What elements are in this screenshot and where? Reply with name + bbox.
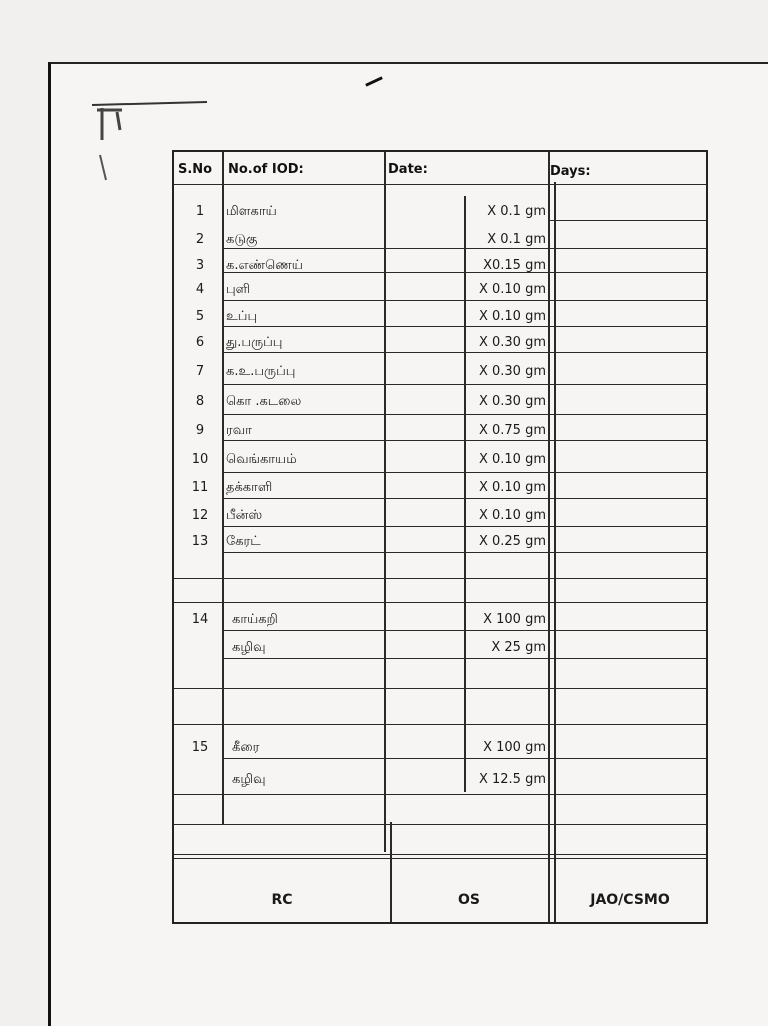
row-item: கீரை [232,740,260,755]
row-line [174,824,706,825]
row-item: க.எண்ணெய் [226,258,303,273]
row-sno: 4 [195,282,205,297]
row-sno: 15 [191,740,209,755]
row-item: மிளகாய் [226,204,277,219]
row-sno: 6 [195,335,205,350]
row-item: கடுகு [226,232,258,247]
row-item: தக்காளி [226,480,273,495]
row-quantity: X 0.1 gm [487,204,546,219]
row-quantity: X 100 gm [483,612,546,627]
row-sno: 11 [191,480,209,495]
row-item: வெங்காயம் [226,452,297,467]
row-line [222,552,706,553]
row-sno: 9 [195,423,205,438]
row-quantity: X 0.75 gm [478,423,546,438]
row-line [548,220,706,221]
row-item: புளி [226,282,251,297]
row-sno: 1 [195,204,205,219]
row-line [174,858,706,859]
footer-jao-csmo: JAO/CSMO [590,892,670,908]
row-item: காய்கறி [232,612,278,627]
header-days: Days: [550,164,591,179]
row-quantity: X 0.10 gm [478,282,546,297]
row-line [222,248,706,249]
row-line [222,352,706,353]
row-line [174,724,706,725]
row-line [174,688,706,689]
row-sno: 8 [195,394,205,409]
row-line [222,630,706,631]
row-quantity: X 25 gm [491,640,546,655]
row-sno: 5 [195,309,205,324]
row-line [222,300,706,301]
row-quantity: X 0.1 gm [487,232,546,247]
row-item: ரவா [226,423,252,438]
header-sno: S.No [178,162,213,177]
row-item: கொ .கடலை [226,394,302,409]
row-item: கழிவு [232,772,266,787]
header-date: Date: [388,162,428,177]
row-sno: 7 [195,364,205,379]
row-line [222,326,706,327]
row-quantity: X 0.30 gm [478,394,546,409]
ration-scale-form [172,150,708,924]
row-quantity: X 0.10 gm [478,480,546,495]
row-quantity: X 12.5 gm [478,772,546,787]
row-item: கேரட் [226,534,261,549]
row-quantity: X 100 gm [483,740,546,755]
row-item: உப்பு [226,309,258,324]
col-divider [384,152,386,852]
row-line [222,526,706,527]
row-item: க.உ.பருப்பு [226,364,296,379]
row-item: பீன்ஸ் [226,508,263,523]
row-quantity: X 0.30 gm [478,364,546,379]
row-item: கழிவு [232,640,266,655]
row-sno: 2 [195,232,205,247]
row-sno: 12 [191,508,209,523]
row-line [222,758,706,759]
row-line [222,498,706,499]
row-line [174,602,706,603]
row-sno: 10 [191,452,209,467]
row-line [174,578,706,579]
footer-os: OS [458,892,480,908]
row-line [174,184,706,185]
row-line [222,414,706,415]
col-divider [548,152,550,922]
row-sno: 3 [195,258,205,273]
row-quantity: X 0.10 gm [478,452,546,467]
header-no-of-iod: No.of IOD: [228,162,304,177]
row-sno: 14 [191,612,209,627]
row-line [222,472,706,473]
row-quantity: X 0.25 gm [478,534,546,549]
row-line [222,440,706,441]
row-sno: 13 [191,534,209,549]
row-quantity: X 0.10 gm [478,309,546,324]
row-line [222,658,706,659]
footer-rc: RC [271,892,293,908]
row-item: து.பருப்பு [226,335,283,350]
row-quantity: X0.15 gm [483,258,546,273]
row-line [174,794,706,795]
row-line [222,384,706,385]
row-line [174,854,706,855]
row-quantity: X 0.30 gm [478,335,546,350]
row-quantity: X 0.10 gm [478,508,546,523]
